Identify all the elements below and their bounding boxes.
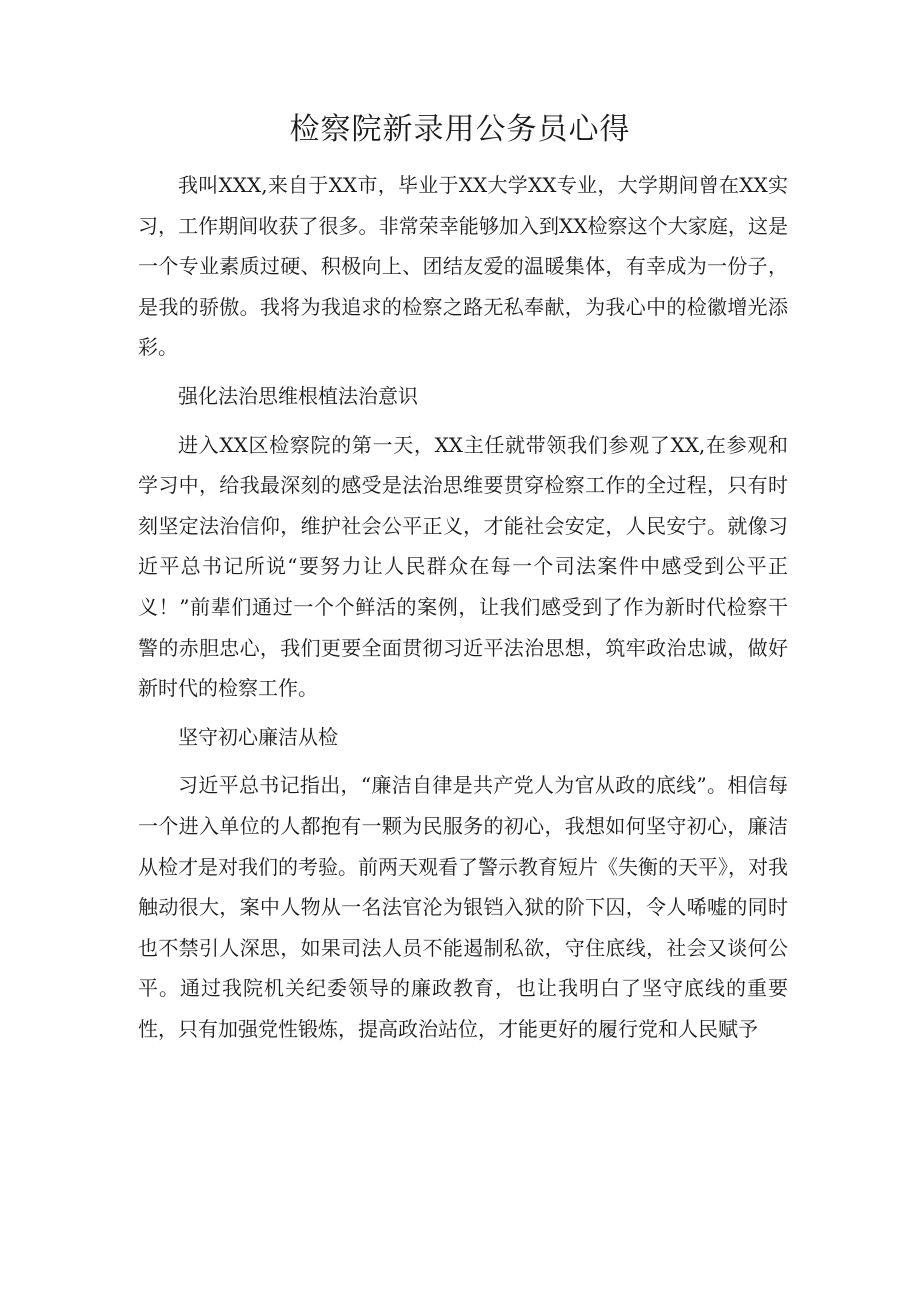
section-heading-integrity: 坚守初心廉洁从检 [178,724,338,749]
document-title: 检察院新录用公务员心得 [289,112,631,147]
document-body [138,165,788,1049]
intro-paragraph: 我叫XXX,来自于XX市，毕业于XX大学XX专业，大学期间曾在XX实习，工作期间收获了很多。非常荣幸能够加入到XX检察这个大家庭，这是一个专业素质过硬、积极向上、团结友爱的温暖集体，有幸成为一份子，是我的骄傲。我将为我追求的检察之路无私奉献，为我心中的检徽增光添彩。 [138,173,788,360]
section-body-rule-of-law: 进入XX区检察院的第一天，XX主任就带领我们参观了XX,在参观和学习中，给我最深刻的感受是法治思维要贯穿检察工作的全过程，只有时刻坚定法治信仰，维护社会公平正义，才能社会安定，人民安宁。就像习近平总书记所说“要努力让人民群众在每一个司法案件中感受到公平正义！”前辈们通过一个个鲜活的案例，让我们感受到了作为新时代检察干警的赤胆忠心，我们更要全面贯彻习近平法治思想，筑牢政治忠诚，做好新时代的检察工作。 [138,432,788,701]
section-heading-rule-of-law: 强化法治思维根植法治意识 [178,383,418,408]
section-body-integrity: 习近平总书记指出，“廉洁自律是共产党人为官从政的底线”。相信每一个进入单位的人都抱有一颗为民服务的初心，我想如何坚守初心，廉洁从检才是对我们的考验。前两天观看了警示教育短片《失衡的天平》，对我触动很大，案中人物从一名法官沦为银铛入狱的阶下囚，令人唏嘘的同时也不禁引人深思，如果司法人员不能遏制私欲，守住底线，社会又谈何公平。通过我院机关纪委领导的廉政教育，也让我明白了坚守底线的重要性，只有加强党性锻炼，提高政治站位，才能更好的履行党和人民赋予 [138,773,788,1041]
